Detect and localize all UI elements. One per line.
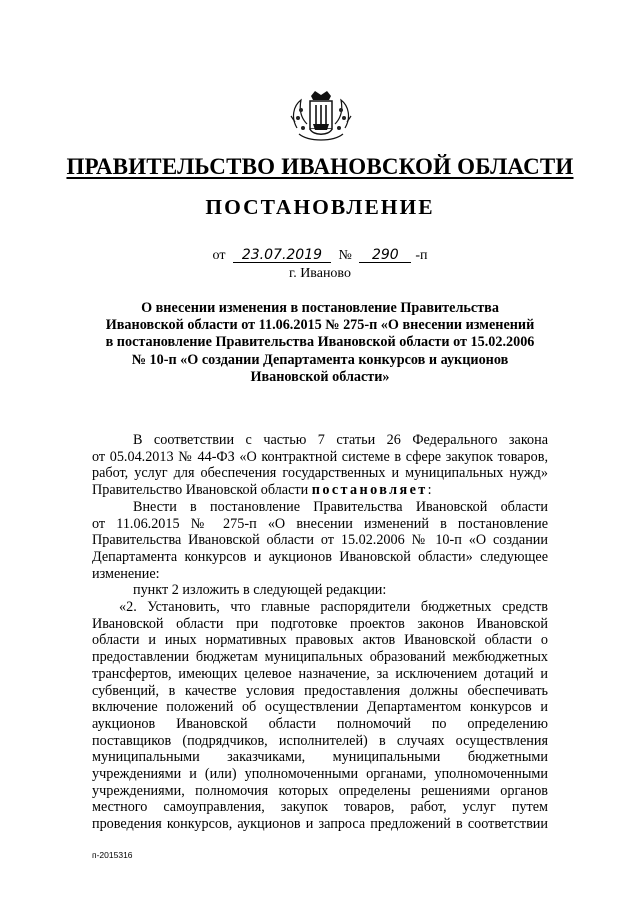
heading-line: в постановление Правительства Ивановской области от 15.02.2006 <box>105 334 535 351</box>
body-line: включение положений об осуществлении Департаментом конкурсов и <box>92 699 548 716</box>
body-line: области и иных нормативных правовых актов Ивановской области о <box>92 632 548 649</box>
document-number: 290 <box>359 248 411 263</box>
number-suffix: -п <box>415 248 428 263</box>
body-line: Внести в постановление Правительства Ивановской области <box>133 498 548 515</box>
body-line: учреждениями, полномочия которых определены решениями органов <box>92 782 548 799</box>
body-line: аукционов Ивановской области полномочий по определению <box>92 715 548 732</box>
body-line: Правительства Ивановской области от 15.02.2006 № 10-п «О создании <box>92 532 548 549</box>
number-sign: № <box>338 248 352 263</box>
body-line: трансфертов, имеющих целевое назначение, за исключением дотаций и <box>92 665 548 682</box>
body-line: «2. Установить, что главные распорядители бюджетных средств <box>119 599 548 616</box>
body-line: Департамента конкурсов и аукционов Ивановской области» следующее <box>92 548 548 565</box>
body-line: предоставлении бюджетам муниципальных образований межбюджетных <box>92 649 548 666</box>
body-line: от 05.04.2013 № 44-ФЗ «О контрактной системе в сфере закупок товаров, <box>92 448 548 465</box>
body-line: субвенций, в качестве условия предоставления должны обеспечивать <box>92 682 548 699</box>
body-line: местного самоуправления, закупок товаров, работ, услуг путем <box>92 799 548 816</box>
coat-of-arms-icon <box>289 88 353 146</box>
body-line: поставщиков (подрядчиков, исполнителей) в случаях осуществления <box>92 732 548 749</box>
keyword-postanovlyaet: постановляет <box>311 482 428 499</box>
date-prefix: от <box>212 248 226 263</box>
body-line: В соответствии с частью 7 статьи 26 Федерального закона <box>133 432 548 448</box>
body-line: от 11.06.2015 № 275-п «О внесении изменений в постановление <box>92 515 548 532</box>
body-line: учреждениями и (или) уполномоченными органами, уполномоченными <box>92 766 548 783</box>
document-date: 23.07.2019 <box>233 248 331 263</box>
body-line: проведения конкурсов, аукционов и запроса предложений в соответствии <box>92 816 548 833</box>
body-line: изменение: <box>92 565 160 582</box>
heading-line: № 10-п «О создании Департамента конкурсов и аукционов <box>131 351 509 368</box>
document-type: ПОСТАНОВЛЕНИЕ <box>205 195 435 219</box>
date-number-line <box>0 248 640 264</box>
government-title: ПРАВИТЕЛЬСТВО ИВАНОВСКОЙ ОБЛАСТИ <box>66 154 574 179</box>
heading-line: О внесении изменения в постановление Правительства <box>141 300 499 316</box>
body-line: пункт 2 изложить в следующей редакции: <box>133 582 387 599</box>
body-text: : <box>427 482 432 499</box>
document-body <box>92 432 548 833</box>
document-heading <box>100 300 540 386</box>
body-line: работ, услуг для обеспечения государственных и муниципальных нужд» <box>92 465 548 482</box>
document-code: п-2015316 <box>92 850 133 860</box>
body-line: муниципальными заказчиками, муниципальными бюджетными <box>92 749 548 766</box>
body-text: Правительство Ивановской области <box>92 482 309 499</box>
city: г. Иваново <box>289 266 351 281</box>
heading-line: Ивановской области» <box>250 368 390 385</box>
body-line <box>92 482 548 499</box>
heading-line: Ивановской области от 11.06.2015 № 275-п «О внесении изменений <box>105 317 535 334</box>
body-line: Ивановской области при подготовке проектов законов Ивановской <box>92 615 548 632</box>
